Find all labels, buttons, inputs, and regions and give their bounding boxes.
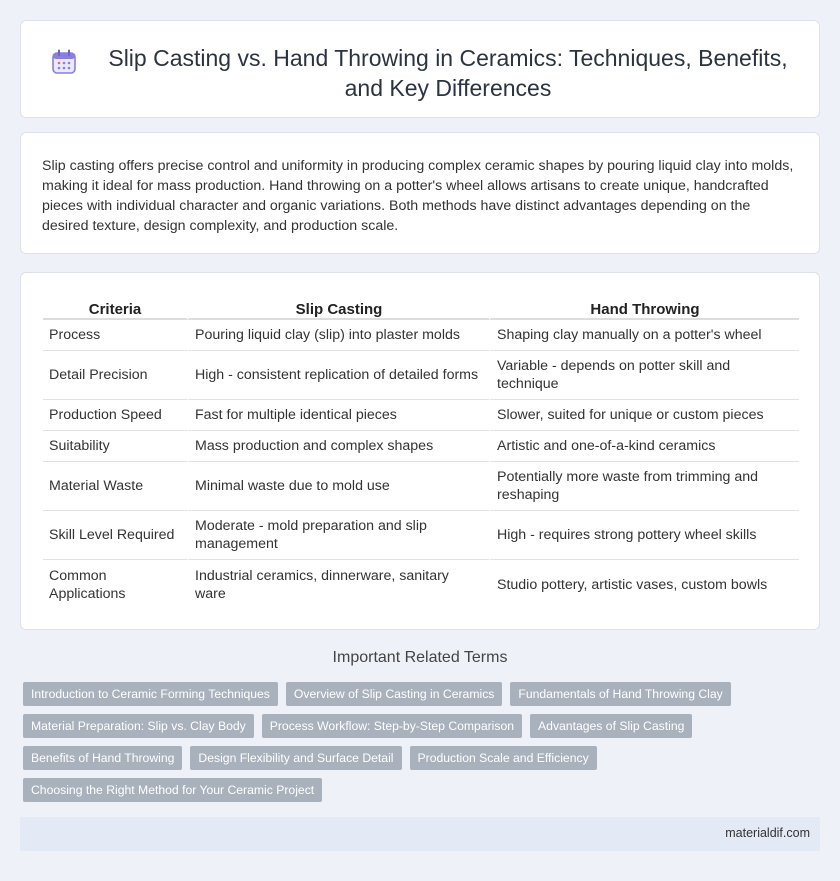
related-term-tag[interactable]: Design Flexibility and Surface Detail	[190, 746, 401, 770]
related-term-tag[interactable]: Fundamentals of Hand Throwing Clay	[510, 682, 730, 706]
related-term-tag[interactable]: Introduction to Ceramic Forming Techniques	[23, 682, 278, 706]
related-terms-heading: Important Related Terms	[332, 649, 508, 666]
criteria-cell: Production Speed	[43, 400, 187, 431]
hand-throwing-cell: Slower, suited for unique or custom pieces	[489, 400, 799, 431]
criteria-cell: Suitability	[43, 431, 187, 462]
title-card	[20, 20, 820, 118]
table-row	[43, 320, 799, 351]
table-row	[43, 560, 799, 609]
table-header-row	[43, 298, 799, 320]
intro-card	[20, 132, 820, 254]
hand-throwing-cell: Artistic and one-of-a-kind ceramics	[489, 431, 799, 462]
table-row	[43, 462, 799, 511]
header-criteria: Criteria	[43, 298, 187, 320]
intro-paragraph: Slip casting offers precise control and uniformity in producing complex ceramic shapes by pouring liquid clay into molds, making it ideal for mass production. Hand throwing on a potter's wheel allows artisans to create unique, handcrafted pieces with individual character and organic variations. Both methods have distinct advantages depending on the desired texture, design complexity, and production scale.	[42, 158, 794, 234]
hand-throwing-cell: Variable - depends on potter skill and technique	[489, 351, 799, 400]
table-row	[43, 400, 799, 431]
related-term-tag[interactable]: Benefits of Hand Throwing	[23, 746, 182, 770]
criteria-cell: Skill Level Required	[43, 511, 187, 560]
slip-casting-cell: Moderate - mold preparation and slip management	[187, 511, 489, 560]
slip-casting-cell: Pouring liquid clay (slip) into plaster molds	[187, 320, 489, 351]
calendar-icon	[51, 49, 77, 75]
header-slip-casting: Slip Casting	[187, 298, 489, 320]
header-hand-throwing: Hand Throwing	[489, 298, 799, 320]
slip-casting-cell: Mass production and complex shapes	[187, 431, 489, 462]
slip-casting-cell: High - consistent replication of detailed forms	[187, 351, 489, 400]
slip-casting-cell: Fast for multiple identical pieces	[187, 400, 489, 431]
related-term-tag[interactable]: Process Workflow: Step-by-Step Comparison	[262, 714, 522, 738]
table-row	[43, 351, 799, 400]
related-term-tag[interactable]: Production Scale and Efficiency	[410, 746, 597, 770]
hand-throwing-cell: High - requires strong pottery wheel skills	[489, 511, 799, 560]
comparison-table	[43, 298, 799, 609]
table-row	[43, 431, 799, 462]
related-term-tag[interactable]: Advantages of Slip Casting	[530, 714, 692, 738]
slip-casting-cell: Minimal waste due to mold use	[187, 462, 489, 511]
footer-site-link[interactable]: materialdif.com	[725, 826, 810, 840]
criteria-cell: Process	[43, 320, 187, 351]
hand-throwing-cell: Studio pottery, artistic vases, custom bowls	[489, 560, 799, 609]
related-terms-list	[23, 682, 803, 802]
criteria-cell: Material Waste	[43, 462, 187, 511]
table-row	[43, 511, 799, 560]
related-term-tag[interactable]: Overview of Slip Casting in Ceramics	[286, 682, 502, 706]
page-title: Slip Casting vs. Hand Throwing in Ceramics: Techniques, Benefits, and Key Differences	[108, 45, 788, 101]
criteria-cell: Common Applications	[49, 567, 126, 602]
related-term-tag[interactable]: Material Preparation: Slip vs. Clay Body	[23, 714, 254, 738]
footer	[20, 817, 820, 851]
hand-throwing-cell: Shaping clay manually on a potter's wheel	[489, 320, 799, 351]
related-term-tag[interactable]: Choosing the Right Method for Your Ceramic Project	[23, 778, 322, 802]
hand-throwing-cell: Potentially more waste from trimming and reshaping	[489, 462, 799, 511]
slip-casting-cell: Industrial ceramics, dinnerware, sanitary ware	[187, 560, 489, 609]
comparison-card	[20, 272, 820, 630]
criteria-cell: Detail Precision	[43, 351, 187, 400]
